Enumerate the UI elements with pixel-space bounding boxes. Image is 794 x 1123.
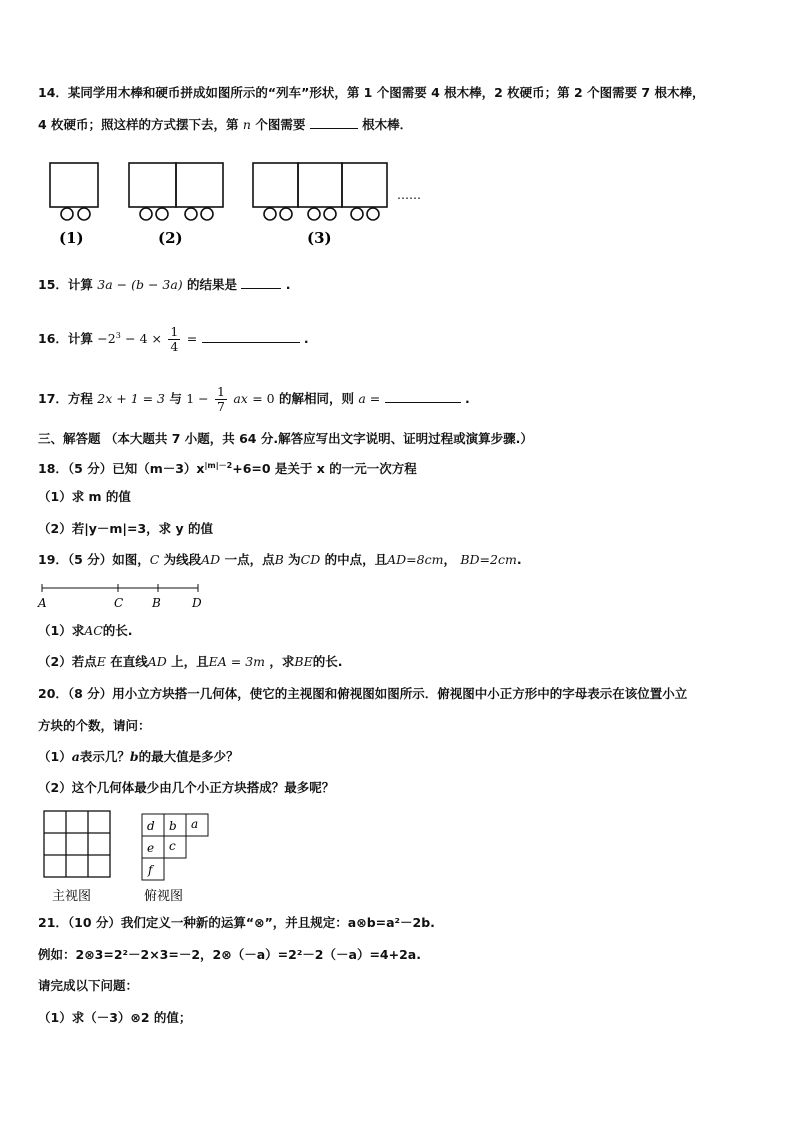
fig3-box [298,163,342,207]
q14-line2 [38,115,412,134]
front-view-grid [44,811,110,877]
q16-period: . [303,331,309,347]
q17-answer-blank[interactable] [385,389,461,403]
q17-denominator: 7 [217,399,225,414]
fig2-box [129,163,176,207]
q20-views-figure [38,808,238,906]
q19-point-c: C [149,552,160,567]
fig2-box [176,163,223,207]
top-view-letter-e: e [147,841,155,855]
q14-line1: 14．某同学用木棒和硬币拼成如图所示的“列车”形状，第 1 个图需要 4 根木棒，2 枚硬币；第 2 个图需要 7 根木棒， [38,85,705,100]
q16 [38,317,309,358]
q18-part2: （2）若|y－m|=3，求 y 的值 [38,521,214,536]
point-a-label: A [38,596,47,610]
front-view-label: 主视图 [52,889,92,904]
fig3-box [253,163,298,207]
point-b-label: B [152,596,161,610]
q16-exponent: 3 [115,331,121,340]
q17-and: 与 [169,391,182,406]
q17-fraction [215,385,227,414]
q19-segment-ad: AD [201,552,221,567]
q17-ax: ax [233,391,248,406]
q20-part2: （2）这个几何体最少由几个小正方块搭成？最多呢？ [38,780,335,795]
q21-line1: 21．（10 分）我们定义一种新的运算“⊗”，并且规定：a⊗b=a²－2b. [38,915,435,930]
q19-condition-bd: BD=2cm [460,552,517,567]
section-3-heading: 三、解答题 （本大题共 7 小题，共 64 分.解答应写出文字说明、证明过程或演算步骤.） [38,431,533,446]
top-view-letter-b: b [169,819,177,833]
q15 [38,275,291,294]
q16-fraction [168,325,180,354]
q17-text: 的解相同，则 [278,391,354,406]
q14-ellipsis: …… [397,188,421,202]
q17-one-minus: 1 − [186,391,209,406]
q20-part1: （1）a表示几？b的最大值是多少？ [38,749,239,764]
q18-text-a: 18．（5 分）已知（m－3）x [38,461,205,477]
q21-part1: （1）求（－3）⊗2 的值； [38,1010,192,1025]
q19-part2: （2）若点E 在直线AD 上，且EA = 3m ，求BE的长. [38,654,343,669]
q19-segment-figure [36,582,216,614]
top-view-label: 俯视图 [144,889,184,904]
fig1-box [50,163,98,207]
q16-expr-b: − 4 × [125,331,163,347]
q17 [38,380,470,418]
top-view-letter-d: d [147,819,155,833]
q14-line2-a: 4 枚硬币；照这样的方式摆下去，第 [38,117,239,132]
point-c-label: C [114,596,124,610]
q14-answer-blank[interactable] [310,115,358,129]
q20-line1: 20．（8 分）用小立方块搭一几何体，使它的主视图和俯视图如图所示．俯视图中小正方形中的字母表示在该位置小立 [38,686,688,701]
q18-exponent: |m|－2 [204,461,233,470]
top-view-letter-c: c [169,839,176,853]
q16-expr-a: −2 [97,331,116,347]
q21-line3: 请完成以下问题： [38,978,139,993]
q19-condition-ad: AD=8cm [387,552,444,567]
q19-stem: 19．（5 分）如图，C 为线段AD 一点，点B 为CD 的中点，且AD=8cm， BD=2cm. [38,552,522,567]
q17-var-a: a = [358,391,381,406]
fig3-label: (3) [307,229,332,247]
fig1-coin [78,208,90,220]
fig2-label: (2) [158,229,183,247]
q16-denominator: 4 [170,339,179,355]
q14-line2-b: 个图需要 [255,117,306,132]
top-view-letter-a: a [191,817,199,831]
q14-var-n: n [242,117,251,132]
q15-answer-blank[interactable] [241,275,281,289]
q14-line2-c: 根木棒． [362,117,413,132]
q19-part1: （1）求AC的长. [38,623,133,638]
fig1-coin [61,208,73,220]
q17-equals-zero: = 0 [252,391,275,406]
q17-numerator: 1 [217,384,225,399]
q17-period: . [464,391,470,406]
q19-point-b: B [274,552,284,567]
q21-line2: 例如：2⊗3=2²－2×3=－2，2⊗（－a）=2²－2（－a）=4+2a. [38,947,421,962]
q17-prefix: 17．方程 [38,391,93,406]
point-d-label: D [192,596,202,610]
q16-answer-blank[interactable] [202,329,300,343]
q15-expression: 3a − (b − 3a) [97,277,183,292]
q15-text: 的结果是 [187,277,238,292]
fig1-label: (1) [59,229,84,247]
q16-equals: = [186,331,198,347]
q17-equation1: 2x + 1 = 3 [97,391,166,406]
q16-prefix: 16．计算 [38,331,93,347]
q18-text-b: +6=0 是关于 x 的一元一次方程 [232,461,417,477]
q15-prefix: 15．计算 [38,277,93,292]
q14-train-figure [40,155,460,250]
q18-stem [38,457,417,478]
q19-segment-cd: CD [300,552,321,567]
q16-numerator: 1 [170,324,179,340]
fig3-box [342,163,387,207]
top-view-letter-f: f [148,863,153,877]
q20-line2: 方块的个数，请问： [38,718,151,733]
q15-period: . [285,277,291,292]
q18-part1: （1）求 m 的值 [38,489,131,504]
